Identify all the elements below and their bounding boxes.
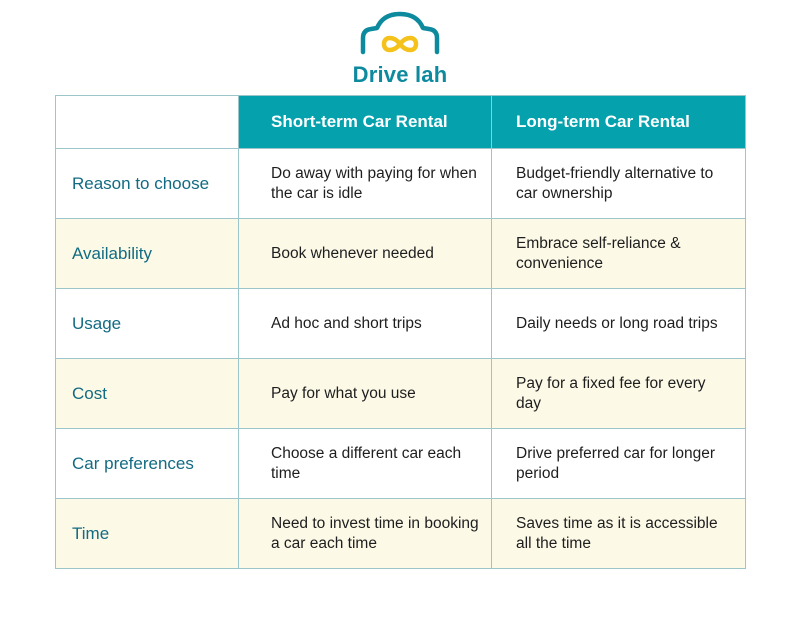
- short-term-cell: Do away with paying for when the car is idle: [239, 149, 492, 219]
- header-corner-cell: [56, 96, 239, 149]
- car-infinity-icon: [357, 8, 443, 60]
- long-term-cell: Pay for a fixed fee for every day: [492, 359, 746, 429]
- long-term-cell: Daily needs or long road trips: [492, 289, 746, 359]
- table-row: [56, 219, 746, 289]
- brand-name: Drive lah: [352, 62, 448, 87]
- row-label: Reason to choose: [56, 149, 239, 219]
- table-row: [56, 359, 746, 429]
- row-label: Cost: [56, 359, 239, 429]
- row-label: Usage: [56, 289, 239, 359]
- table-row: [56, 149, 746, 219]
- header-short-term: Short-term Car Rental: [239, 96, 492, 149]
- table-row: [56, 499, 746, 569]
- row-label: Car preferences: [56, 429, 239, 499]
- comparison-table: [55, 95, 746, 569]
- row-label: Availability: [56, 219, 239, 289]
- short-term-cell: Pay for what you use: [239, 359, 492, 429]
- table-row: [56, 429, 746, 499]
- header-long-term: Long-term Car Rental: [492, 96, 746, 149]
- short-term-cell: Ad hoc and short trips: [239, 289, 492, 359]
- long-term-cell: Embrace self-reliance & convenience: [492, 219, 746, 289]
- brand-logo: [0, 8, 800, 88]
- row-label: Time: [56, 499, 239, 569]
- long-term-cell: Drive preferred car for longer period: [492, 429, 746, 499]
- long-term-cell: Budget-friendly alternative to car ownership: [492, 149, 746, 219]
- short-term-cell: Choose a different car each time: [239, 429, 492, 499]
- table-header-row: [56, 96, 746, 149]
- short-term-cell: Book whenever needed: [239, 219, 492, 289]
- long-term-cell: Saves time as it is accessible all the time: [492, 499, 746, 569]
- table-row: [56, 289, 746, 359]
- short-term-cell: Need to invest time in booking a car each time: [239, 499, 492, 569]
